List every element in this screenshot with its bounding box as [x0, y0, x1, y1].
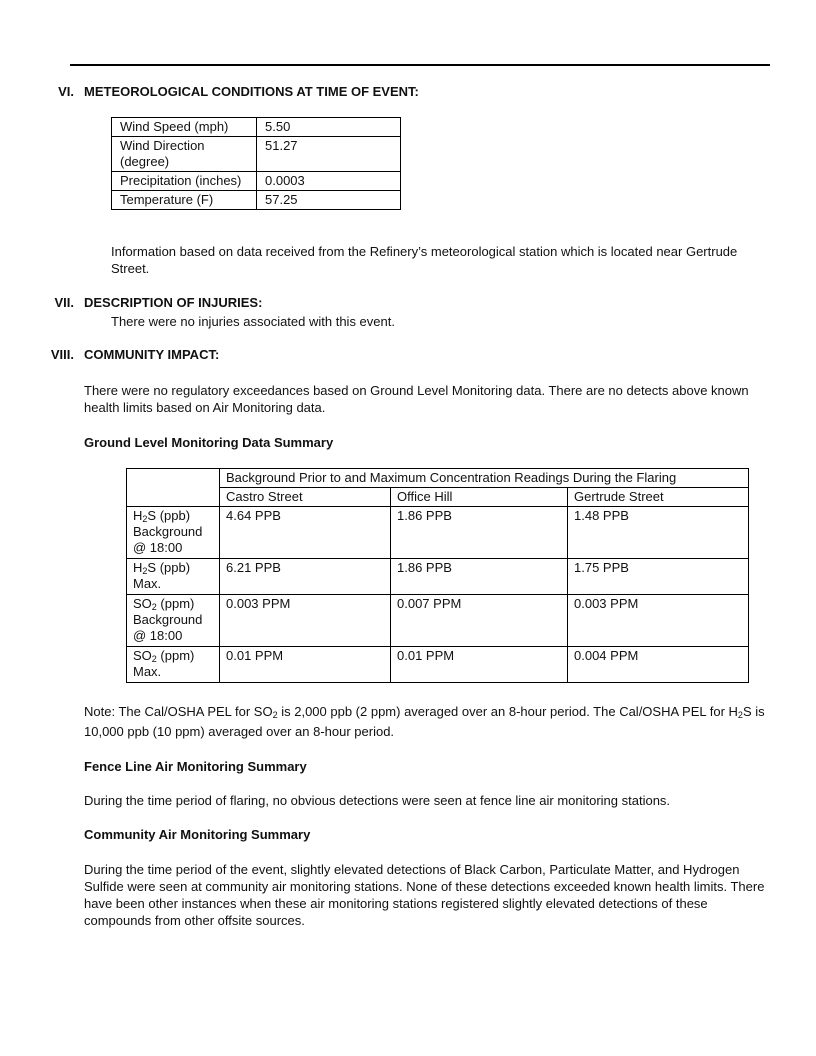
table-row [112, 172, 401, 191]
table-row [112, 191, 401, 210]
met-value: 51.27 [257, 137, 401, 172]
table-header-row [127, 488, 749, 507]
header-rule [70, 64, 770, 66]
table-row [127, 595, 749, 647]
row-label: $SO_2$ (ppm) Max. [127, 647, 220, 683]
injuries-text: There were no injuries associated with this event. [111, 314, 395, 329]
table-cell: 0.01 PPM [391, 647, 568, 683]
group-header: Background Prior to and Maximum Concentration Readings During the Flaring [220, 469, 749, 488]
row-label: $H_2S$ (ppb) Max. [127, 559, 220, 595]
fence-line-heading: Fence Line Air Monitoring Summary [84, 759, 307, 774]
corner-cell [127, 488, 220, 507]
community-air-heading: Community Air Monitoring Summary [84, 827, 311, 842]
table-row [127, 647, 749, 683]
section-8-heading: VIII. COMMUNITY IMPACT: [50, 347, 220, 362]
column-header: Office Hill [391, 488, 568, 507]
community-impact-intro: There were no regulatory exceedances based on Ground Level Monitoring data. There are no detects above known health limits based on Air Monitoring data. [84, 383, 749, 415]
met-label: Wind Speed (mph) [112, 118, 257, 137]
section-7-heading: VII. DESCRIPTION OF INJURIES: [54, 295, 263, 310]
met-value: 5.50 [257, 118, 401, 137]
table-cell: 0.01 PPM [220, 647, 391, 683]
row-label: $H_2S$ (ppb) Background @ 18:00 [127, 507, 220, 559]
meteorological-note: Information based on data received from the Refinery’s meteorological station which is located near Gertrude Street. [111, 244, 738, 276]
row-label: $SO_2$ (ppm) Background @ 18:00 [127, 595, 220, 647]
met-label: Temperature (F) [112, 191, 257, 210]
table-cell: 0.003 PPM [568, 595, 749, 647]
table-row [112, 118, 401, 137]
table-header-row [127, 469, 749, 488]
met-label: Wind Direction (degree) [112, 137, 257, 172]
table-cell: 4.64 PPB [220, 507, 391, 559]
corner-cell [127, 469, 220, 488]
table-cell: 0.004 PPM [568, 647, 749, 683]
met-value: 0.0003 [257, 172, 401, 191]
table-cell: 6.21 PPB [220, 559, 391, 595]
met-value: 57.25 [257, 191, 401, 210]
table-cell: 1.86 PPB [391, 559, 568, 595]
section-6-heading: VI. METEOROLOGICAL CONDITIONS AT TIME OF EVENT: [58, 84, 419, 99]
ground-level-monitoring-table [126, 468, 749, 683]
community-air-text: During the time period of the event, slightly elevated detections of Black Carbon, Particulate Matter, and Hydrogen Sulfide were seen at community air monitoring stations. None of these detections exceeded known health limits. There have been other instances when these air monitoring stations registered slightly elevated detections of these compounds from other offsite sources. [84, 862, 765, 928]
column-header: Gertrude Street [568, 488, 749, 507]
table-row [127, 507, 749, 559]
table-row [112, 137, 401, 172]
fence-line-text: During the time period of flaring, no obvious detections were seen at fence line air monitoring stations. [84, 793, 671, 808]
table-row [127, 559, 749, 595]
table-cell: 1.86 PPB [391, 507, 568, 559]
table-cell: 1.48 PPB [568, 507, 749, 559]
table-cell: 0.003 PPM [220, 595, 391, 647]
table-cell: 0.007 PPM [391, 595, 568, 647]
pel-note: Note: The Cal/OSHA PEL for $SO_2$ is 2,000 ppb (2 ppm) averaged over an 8-hour period. The Cal/OSHA PEL for $H_2S$ is 10,000 ppb (10 ppm) averaged over an 8-hour period. [84, 704, 765, 739]
meteorological-table [111, 117, 401, 210]
table-cell: 1.75 PPB [568, 559, 749, 595]
met-label: Precipitation (inches) [112, 172, 257, 191]
column-header: Castro Street [220, 488, 391, 507]
glm-heading: Ground Level Monitoring Data Summary [84, 435, 334, 450]
